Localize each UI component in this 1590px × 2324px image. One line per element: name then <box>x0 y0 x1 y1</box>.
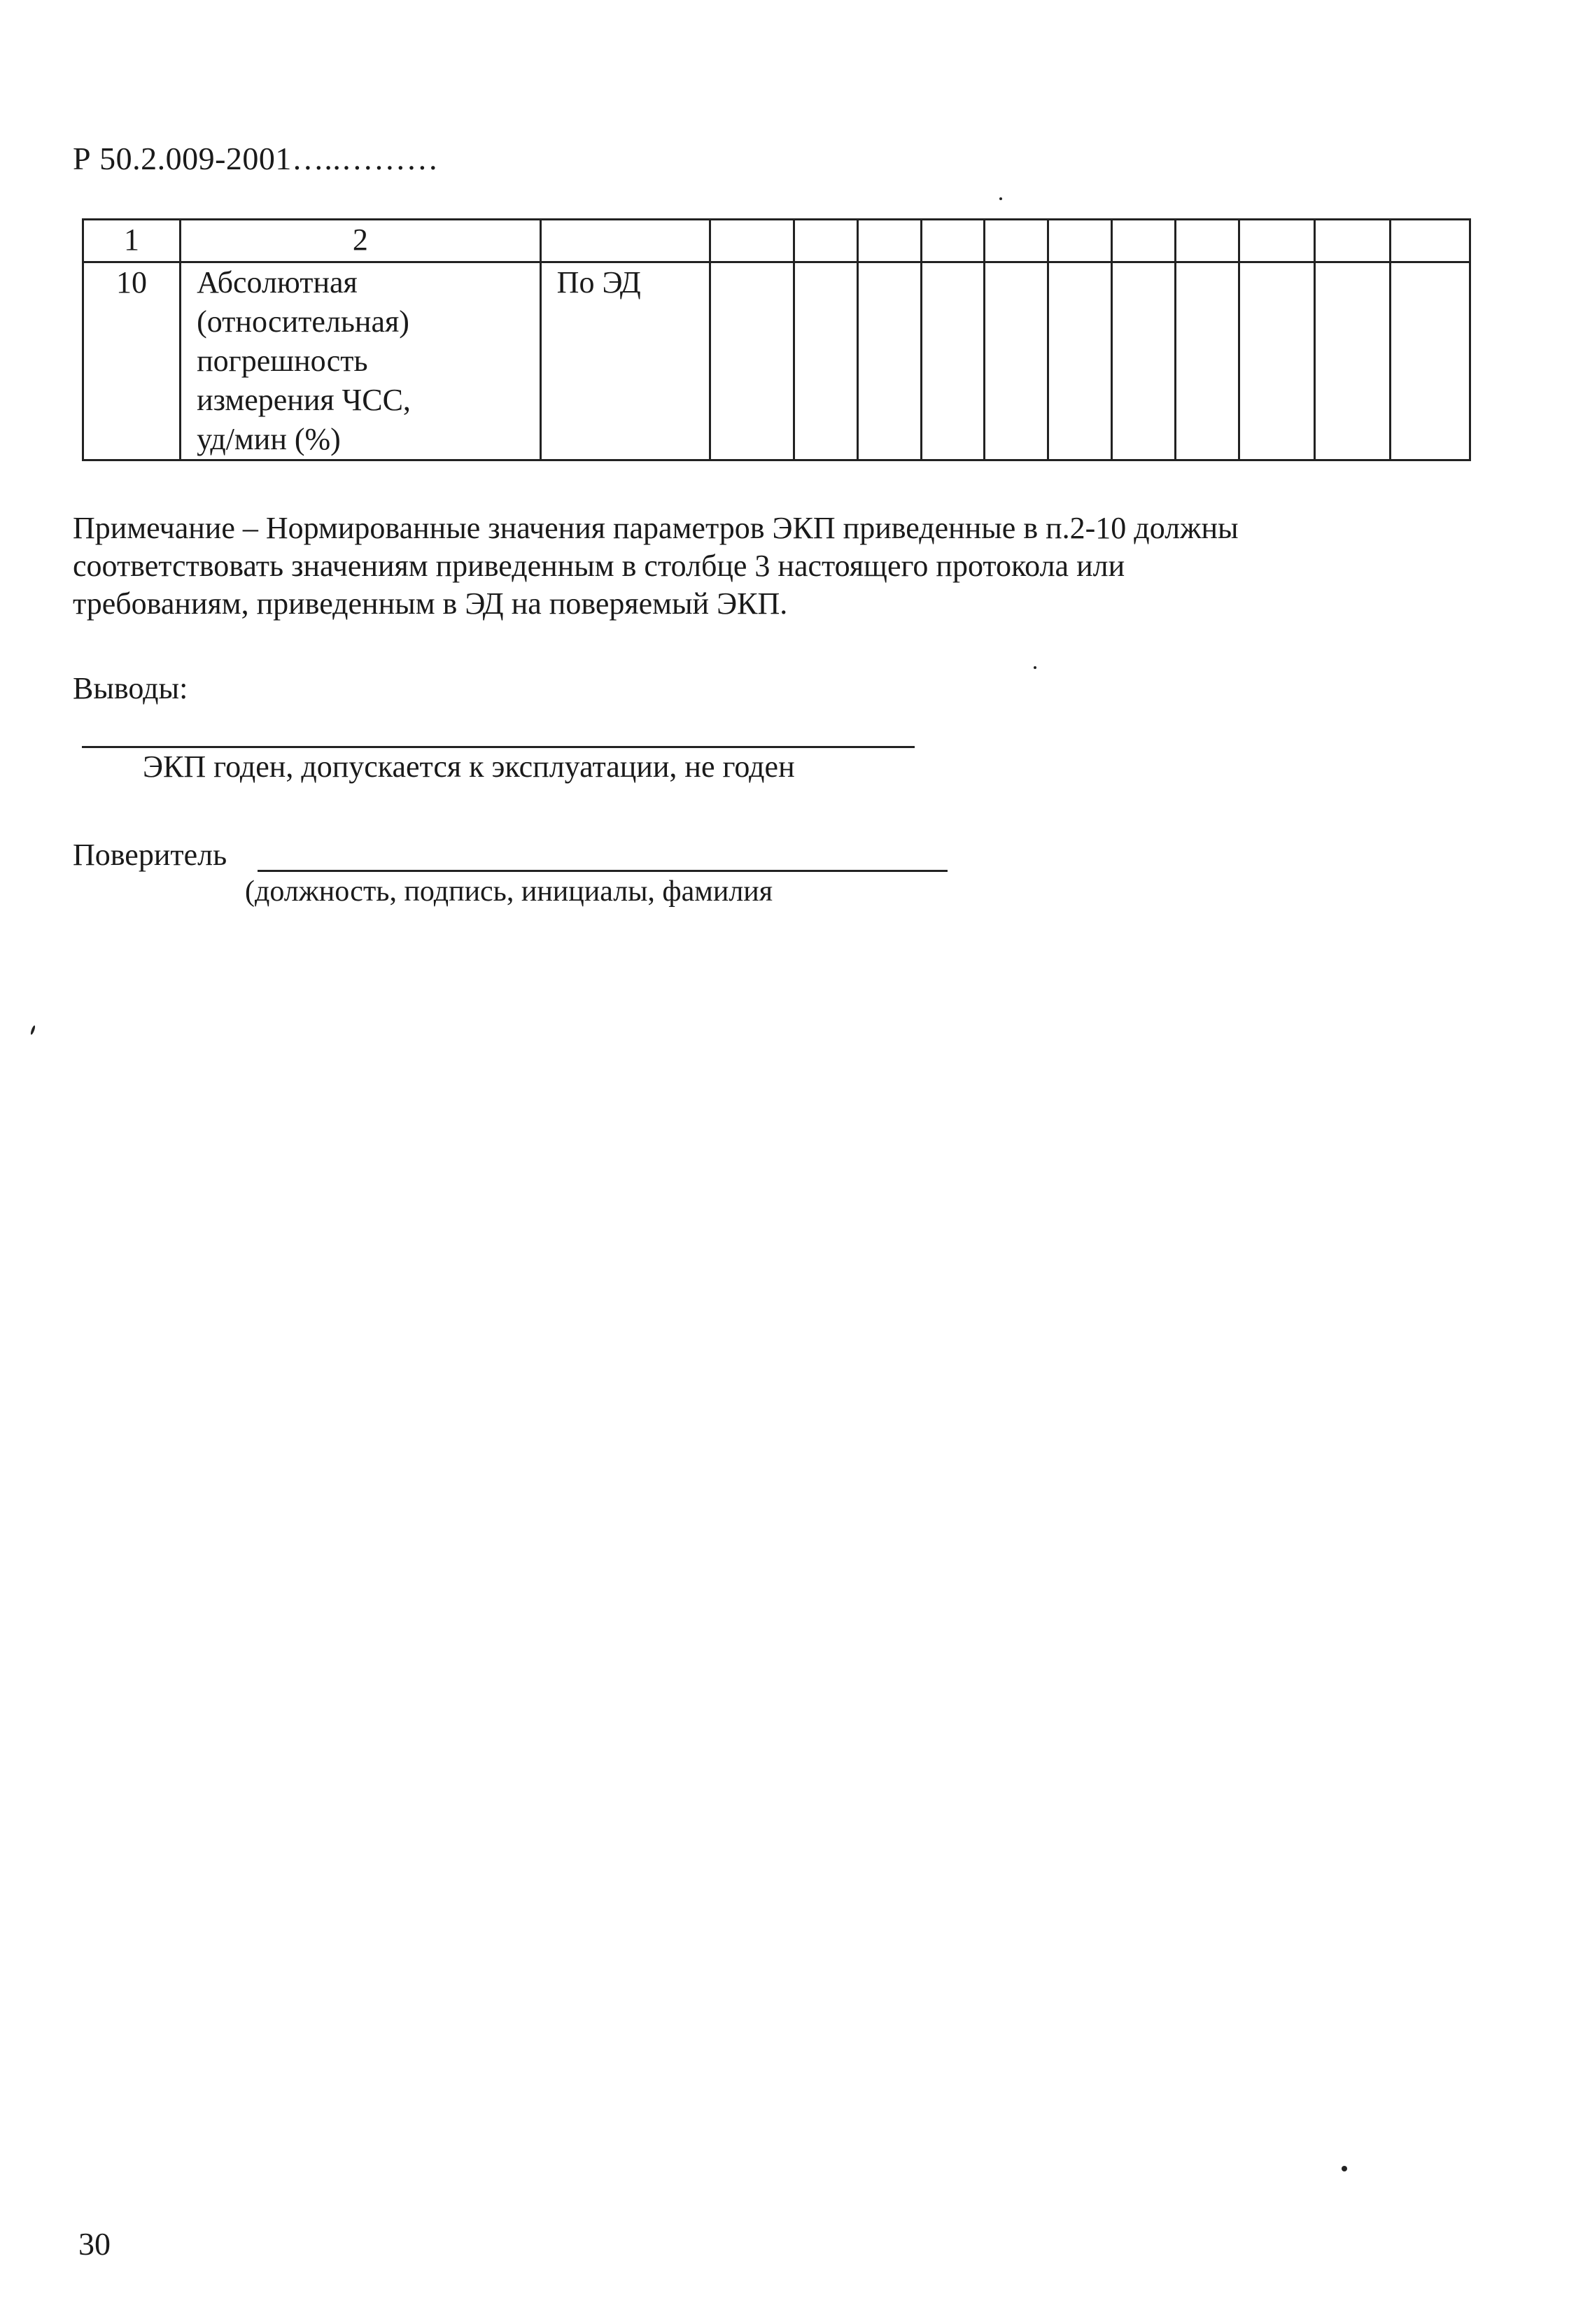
table-row <box>83 262 1470 460</box>
measurement-cell <box>1048 262 1112 460</box>
header-cell <box>540 220 710 262</box>
conclusions-label: Выводы: <box>73 671 188 705</box>
header-cell <box>1239 220 1315 262</box>
header-cell: 2 <box>181 220 541 262</box>
measurement-cell <box>1176 262 1239 460</box>
page-number: 30 <box>78 2226 111 2262</box>
header-cell <box>794 220 857 262</box>
header-cell <box>1390 220 1470 262</box>
note-line: Примечание – Нормированные значения параметров ЭКП приведенные в п.2-10 должны <box>73 511 1239 545</box>
measurement-cell <box>710 262 794 460</box>
measurement-cell <box>1239 262 1315 460</box>
verifier-caption: (должность, подпись, инициалы, фамилия <box>245 875 773 908</box>
verifier-signature-line <box>258 870 948 872</box>
header-cell <box>1176 220 1239 262</box>
parameter-name-line: уд/мин (%) <box>197 422 341 456</box>
measurement-cell <box>857 262 921 460</box>
document-header: Р 50.2.009-2001…..……… <box>73 141 439 176</box>
note-line: соответствовать значениям приведенным в столбце 3 настоящего протокола или <box>73 549 1125 583</box>
scan-speck <box>999 197 1002 200</box>
conclusion-blank-line <box>82 746 915 748</box>
scan-speck <box>1342 2166 1347 2171</box>
parameter-name-line: погрешность <box>197 344 368 378</box>
header-cell <box>857 220 921 262</box>
header-cell <box>1112 220 1176 262</box>
measurement-cell <box>794 262 857 460</box>
header-cell <box>985 220 1048 262</box>
verifier-label: Поверитель <box>73 838 227 872</box>
measurement-cell <box>985 262 1048 460</box>
note-line: требованиям, приведенным в ЭД на поверяемый ЭКП. <box>73 586 788 621</box>
header-cell <box>710 220 794 262</box>
measurement-cell <box>1112 262 1176 460</box>
header-cell <box>1048 220 1112 262</box>
measurement-cell <box>1390 262 1470 460</box>
measurement-cell <box>921 262 985 460</box>
parameter-name-line: (относительная) <box>197 304 409 339</box>
header-cell <box>921 220 985 262</box>
scan-mark <box>30 1025 36 1036</box>
protocol-table <box>82 218 1471 461</box>
parameter-name-line: измерения ЧСС, <box>197 383 411 417</box>
row-number: 10 <box>83 262 181 460</box>
note-paragraph <box>73 509 1486 623</box>
conclusion-options: ЭКП годен, допускается к эксплуатации, не годен <box>143 749 795 784</box>
measurement-cell <box>1315 262 1391 460</box>
parameter-name-line: Абсолютная <box>197 265 358 300</box>
parameter-name <box>181 262 541 460</box>
norm-value: По ЭД <box>540 262 710 460</box>
header-cell <box>1315 220 1391 262</box>
table-header-row <box>83 220 1470 262</box>
header-cell: 1 <box>83 220 181 262</box>
scan-speck <box>1034 666 1036 669</box>
